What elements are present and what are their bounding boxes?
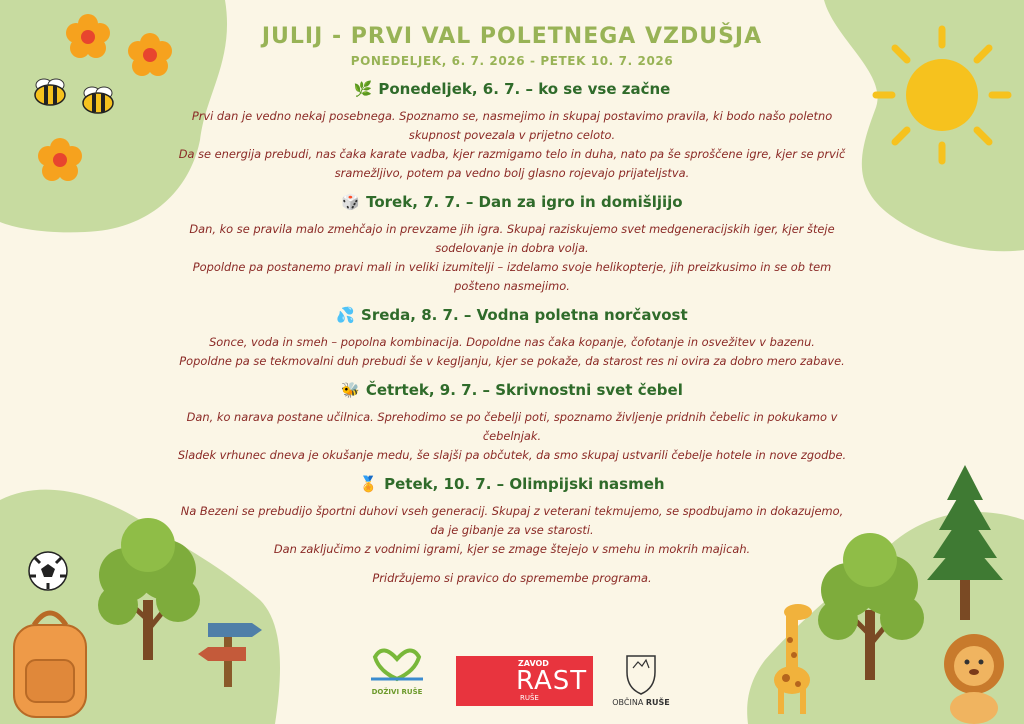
water-drops-icon: 💦 (336, 306, 356, 324)
medal-icon: 🏅 (359, 475, 379, 493)
day-heading (160, 78, 864, 100)
zavod-label: ZAVOD (518, 659, 549, 668)
day-description: Dan, ko se pravila malo zmehčajo in prevzame jih igra. Skupaj raziskujemo svet medgeneracijskih iger, kjer šteje sodelovanje in dobra volja. Popoldne pa postanemo pravi mali in veliki izumitelji – izdelamo svoje helikopterje, jih preizkusimo in se ob tem pošteno nasmejimo. (189, 222, 835, 293)
day-description: Dan, ko narava postane učilnica. Sprehodimo se po čebelji poti, spoznamo življenje pridnih čebelic in pokukamo v čebelnjak. Sladek vrhunec dneva je okušanje medu, še slajši pa občutek, da smo skupaj ustvarili čebelje hotele in nove zgodbe. (177, 410, 847, 462)
dice-icon: 🎲 (341, 193, 361, 211)
day-heading-text: Ponedeljek, 6. 7. – ko se vse začne (378, 80, 671, 98)
bee-icon (35, 79, 65, 105)
day-description: Sonce, voda in smeh – popolna kombinacija. Dopoldne nas čaka kopanje, čofotanje in osvežitev v bazenu. Popoldne pa se tekmovalni duh prebudi še v kegljanju, kjer se pokaže, da starost res ni ovira za dobro mero zabave. (179, 335, 845, 368)
date-range: PONEDELJEK, 6. 7. 2026 - PETEK 10. 7. 2026 (350, 54, 674, 68)
day-section (160, 191, 864, 296)
soccer-ball-icon (29, 552, 67, 590)
day-heading (160, 191, 864, 213)
page-title: JULIJ - PRVI VAL POLETNEGA VZDUŠJA (261, 24, 763, 49)
day-heading-text: Petek, 10. 7. – Olimpijski nasmeh (384, 475, 665, 493)
day-heading-text: Sreda, 8. 7. – Vodna poletna norčavost (361, 306, 688, 324)
dozivi-ruse-logo (356, 652, 438, 704)
footer-note: Pridržujemo si pravico do spremembe programa. (372, 571, 652, 585)
obcina-prefix: OBČINA (612, 698, 644, 707)
dozivi-ruse-label: DOŽIVI RUŠE (371, 688, 423, 696)
day-description: Prvi dan je vedno nekaj posebnega. Spoznamo se, nasmejimo in skupaj postavimo pravila, ki bodo našo poletno skupnost povezala v prijetno celoto. Da se energija prebudi, nas čaka karate vadba, kjer razmigamo telo in duha, nato pa še sproščene igre, kjer se prvič sramežljivo, potem pa vedno bolj glasno rojevajo prijateljstva. (178, 109, 846, 180)
day-heading (160, 379, 864, 401)
program-content (160, 22, 864, 588)
day-description: Na Bezeni se prebudijo športni duhovi vseh generacij. Skupaj z veterani tekmujemo, se spodbujamo in dokazujemo, da je gibanje za vse starosti. Dan zaključimo z vodnimi igrami, kjer se zmage štejejo v smehu in mokrih majicah. (180, 504, 844, 556)
obcina-name: RUŠE (645, 698, 670, 707)
day-heading (160, 473, 864, 495)
bee-icon: 🐝 (341, 381, 360, 399)
rast-ruse-label: RUŠE (520, 694, 539, 702)
herb-icon: 🌿 (353, 80, 373, 98)
day-section (160, 473, 864, 559)
obcina-ruse-label (608, 698, 674, 707)
days-list (160, 78, 864, 559)
rast-label: RAST (516, 666, 588, 696)
obcina-ruse-logo (608, 652, 674, 712)
day-heading-text: Četrtek, 9. 7. – Skrivnostni svet čebel (365, 381, 683, 399)
day-section (160, 304, 864, 371)
zavod-rast-logo (456, 656, 593, 706)
day-section (160, 78, 864, 183)
bee-icon (83, 87, 113, 113)
day-section (160, 379, 864, 465)
logos-row (0, 652, 1024, 712)
day-heading-text: Torek, 7. 7. – Dan za igro in domišljijo (366, 193, 683, 211)
day-heading (160, 304, 864, 326)
